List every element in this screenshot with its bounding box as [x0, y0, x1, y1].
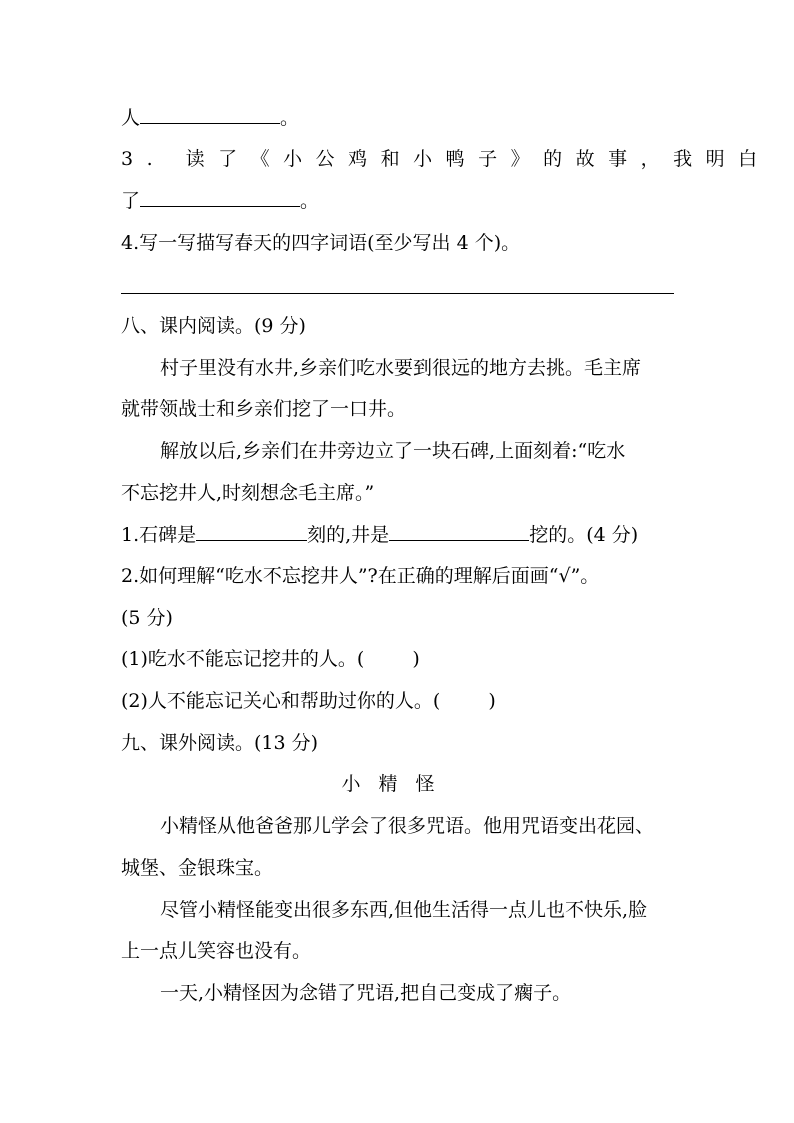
section8-option1 — [121, 647, 420, 671]
section9-p2-line1: 尽管小精怪能变出很多东西,但他生活得一点儿也不快乐,脸 — [160, 899, 648, 921]
option1-text: (1)吃水不能忘记挖井的人。( — [121, 648, 365, 670]
q2-blank[interactable] — [140, 105, 280, 124]
q2-prefix: 人 — [121, 107, 141, 129]
q2-suffix: 。 — [280, 107, 300, 129]
q4-text: 4.写一写描写春天的四字词语(至少写出 4 个)。 — [121, 232, 521, 254]
section8-q2-line1: 2.如何理解“吃水不忘挖井人”?在正确的理解后面画“√”。 — [121, 565, 600, 587]
section8-heading: 八、课内阅读。(9 分) — [121, 315, 306, 337]
q2-answer-line — [121, 105, 299, 130]
section8-option2 — [121, 689, 496, 713]
q3-line2 — [121, 188, 319, 213]
q4-answer-line[interactable] — [121, 293, 674, 294]
section8-q1 — [121, 522, 638, 547]
section8-para2-line1: 解放以后,乡亲们在井旁边立了一块石碑,上面刻着:“吃水 — [160, 440, 626, 462]
section8-q2-line2: (5 分) — [121, 607, 173, 629]
story-title: 小精怪 — [341, 773, 453, 795]
q3-blank[interactable] — [140, 188, 300, 207]
section8-para2-line2: 不忘挖井人,时刻想念毛主席。” — [121, 482, 375, 504]
section9-p3-line1: 一天,小精怪因为念错了咒语,把自己变成了瘸子。 — [160, 982, 572, 1004]
q1-part-b: 刻的,井是 — [307, 524, 390, 546]
q1-blank-2[interactable] — [389, 522, 529, 541]
section9-p1-line2: 城堡、金银珠宝。 — [121, 857, 274, 879]
section9-p2-line2: 上一点儿笑容也没有。 — [121, 940, 312, 962]
option2-close: ) — [488, 690, 496, 712]
q1-blank-1[interactable] — [196, 522, 307, 541]
q3-line1: 3. 读了《小公鸡和小鸭子》的故事，我明白 — [121, 148, 771, 170]
q1-part-a: 1.石碑是 — [121, 524, 197, 546]
section8-para1-line2: 就带领战士和乡亲们挖了一口井。 — [121, 398, 407, 420]
section9-heading: 九、课外阅读。(13 分) — [121, 732, 319, 754]
section8-para1-line1: 村子里没有水井,乡亲们吃水要到很远的地方去挑。毛主席 — [160, 357, 642, 379]
q3-suffix: 。 — [300, 190, 320, 212]
option2-text: (2)人不能忘记关心和帮助过你的人。( — [121, 690, 441, 712]
q3-prefix: 了 — [121, 190, 141, 212]
q1-part-c: 挖的。(4 分) — [529, 524, 639, 546]
section9-p1-line1: 小精怪从他爸爸那儿学会了很多咒语。他用咒语变出花园、 — [160, 815, 655, 837]
option1-close: ) — [412, 648, 420, 670]
